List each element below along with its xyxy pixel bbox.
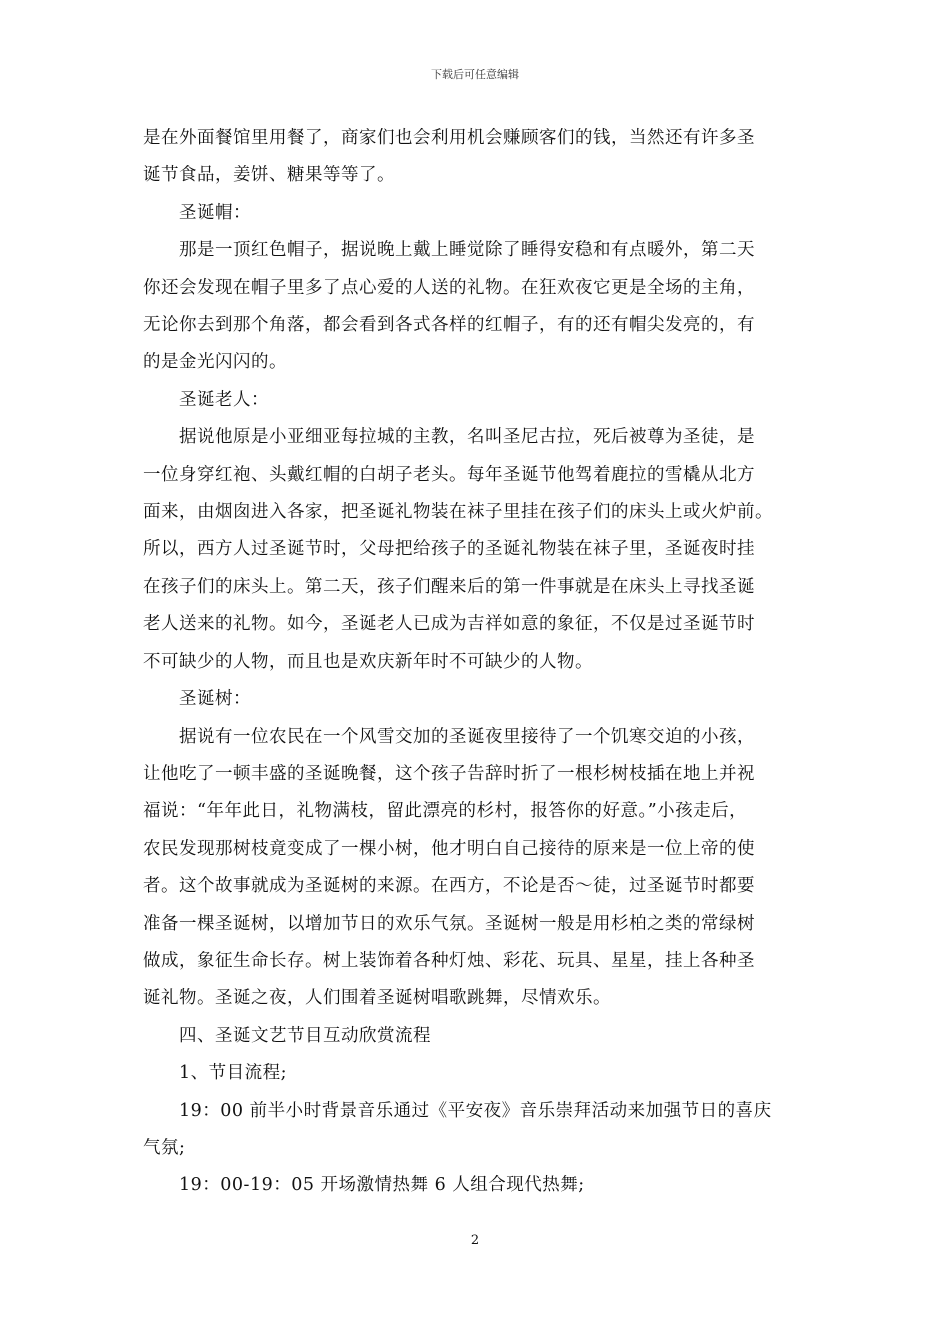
paragraph-line: 圣诞老人： [179,389,269,410]
page-number: 2 [470,1233,480,1248]
paragraph-line: 据说有一位农民在一个风雪交加的圣诞夜里接待了一个饥寒交迫的小孩， [179,726,755,747]
paragraph-line: 1、节目流程; [179,1063,288,1084]
paragraph-line: 做成，象征生命长存。树上装饰着各种灯烛、彩花、玩具、星星，挂上各种圣 [143,950,755,971]
paragraph-line: 者。这个故事就成为圣诞树的来源。在西方，不论是否～徒，过圣诞节时都要 [143,876,755,897]
paragraph-line: 圣诞树： [179,689,251,710]
paragraph-line: 19：00 前半小时背景音乐通过《平安夜》音乐崇拜活动来加强节日的喜庆 [179,1100,772,1121]
paragraph-line: 19：00-19：05 开场激情热舞 6 人组合现代热舞; [179,1175,585,1196]
paragraph-line: 诞礼物。圣诞之夜，人们围着圣诞树唱歌跳舞，尽情欢乐。 [143,988,611,1009]
paragraph-line: 福说：“年年此日，礼物满枝，留此漂亮的杉村，报答你的好意。”小孩走后， [143,801,748,822]
paragraph-line: 面来，由烟囱进入各家，把圣诞礼物装在袜子里挂在孩子们的床头上或火炉前。 [143,502,773,523]
paragraph-line: 圣诞帽： [179,202,251,223]
paragraph-line: 准备一棵圣诞树，以增加节日的欢乐气氛。圣诞树一般是用杉柏之类的常绿树 [143,913,755,934]
paragraph-line: 你还会发现在帽子里多了点心爱的人送的礼物。在狂欢夜它更是全场的主角， [143,277,755,298]
paragraph-line: 据说他原是小亚细亚每拉城的主教，名叫圣尼古拉，死后被尊为圣徒，是 [179,427,755,448]
paragraph-line: 那是一顶红色帽子，据说晚上戴上睡觉除了睡得安稳和有点暖外，第二天 [179,240,755,261]
paragraph-line: 无论你去到那个角落，都会看到各式各样的红帽子，有的还有帽尖发亮的，有 [143,315,755,336]
paragraph-line: 四、圣诞文艺节目互动欣赏流程 [179,1025,431,1046]
paragraph-line: 老人送来的礼物。如今，圣诞老人已成为吉祥如意的象征，不仅是过圣诞节时 [143,614,755,635]
paragraph-line: 在孩子们的床头上。第二天，孩子们醒来后的第一件事就是在床头上寻找圣诞 [143,576,755,597]
paragraph-line: 让他吃了一顿丰盛的圣诞晚餐，这个孩子告辞时折了一根杉树枝插在地上并祝 [143,763,755,784]
document-body [143,120,815,1205]
page-header: 下载后可任意编辑 [431,68,519,81]
paragraph-line: 一位身穿红袍、头戴红帽的白胡子老头。每年圣诞节他驾着鹿拉的雪橇从北方 [143,464,755,485]
paragraph-line: 诞节食品，姜饼、糖果等等了。 [143,165,395,186]
paragraph-line: 不可缺少的人物，而且也是欢庆新年时不可缺少的人物。 [143,651,593,672]
paragraph-line: 所以，西方人过圣诞节时，父母把给孩子的圣诞礼物装在袜子里，圣诞夜时挂 [143,539,755,560]
paragraph-line: 气氛; [143,1137,186,1158]
paragraph-line: 是在外面餐馆里用餐了，商家们也会利用机会赚顾客们的钱，当然还有许多圣 [143,128,755,148]
paragraph-line: 农民发现那树枝竟变成了一棵小树，他才明白自己接待的原来是一位上帝的使 [143,838,755,859]
paragraph-line: 的是金光闪闪的。 [143,352,287,373]
